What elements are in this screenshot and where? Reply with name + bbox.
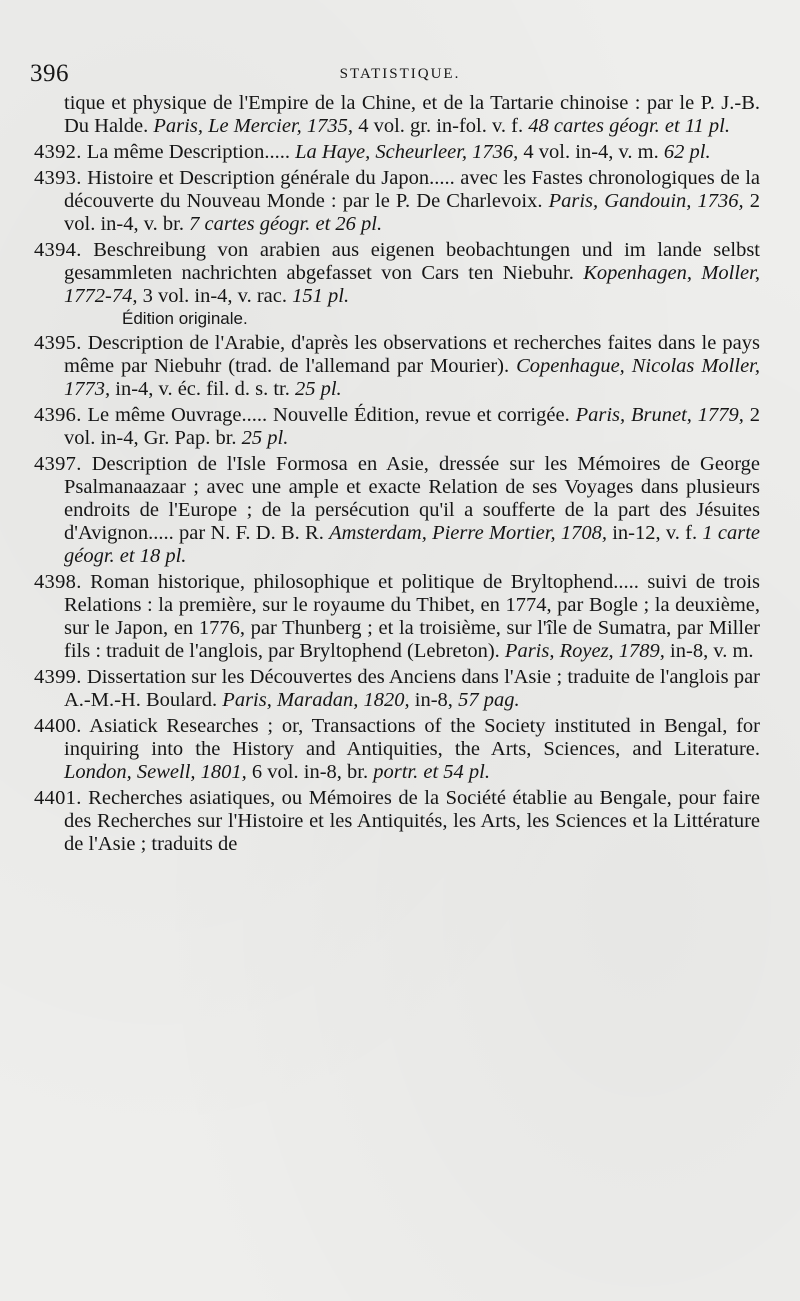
entry-number: 4399. bbox=[34, 666, 82, 688]
entry-number: 4392. bbox=[34, 141, 82, 163]
entry-text: Beschreibung von arabien aus eigenen beobachtungen und im lande selbst gesammleten nachrichten abgefasset von Cars ten Niebuhr. bbox=[64, 239, 760, 284]
entry-imprint: London, Sewell, 1801, bbox=[64, 761, 252, 783]
entry-format: 3 vol. in-4, v. rac. bbox=[142, 285, 293, 307]
entry-illustrations: 25 pl. bbox=[241, 427, 289, 449]
entry-text: Histoire et Description générale du Japon..... avec les Fastes chronologiques de la découverte du Nouveau Monde : par le P. De Charlevoix. bbox=[64, 167, 761, 212]
catalogue-entry-4397 bbox=[34, 453, 761, 568]
entry-imprint: La Haye, Scheurleer, 1736, bbox=[295, 141, 524, 163]
entry-illustrations: 48 cartes géogr. et 11 pl. bbox=[528, 115, 730, 137]
entry-imprint: Amsterdam, Pierre Mortier, 1708, bbox=[329, 522, 613, 544]
entry-text: Roman historique, philosophique et politique de Bryltophend..... suivi de trois Relations : la première, sur le royaume du Thibet, en 1774, par Bogle ; la deuxième, sur le Japon, en 1776, par Thunberg ; et la troisième, sur l'île de Sumatra, par Miller fils : traduit de l'anglois, par Bryltophend (Lebreton). bbox=[64, 571, 760, 662]
catalogue-entry-4399 bbox=[34, 666, 761, 712]
entry-imprint: Kopenhagen, Moller, 1772-74, bbox=[64, 262, 760, 307]
entry-imprint: Copenhague, Nicolas Moller, 1773, bbox=[64, 355, 761, 400]
entry-number: 4397. bbox=[34, 453, 82, 475]
page-number: 396 bbox=[30, 60, 69, 87]
entry-text: Asiatick Researches ; or, Transactions of the Society instituted in Bengal, for inquiring into the History and Antiquities, the Arts, Sciences, and Literature. bbox=[64, 715, 761, 760]
catalogue-entries bbox=[34, 92, 761, 859]
section-title: STATISTIQUE. bbox=[339, 66, 461, 82]
entry-format: in-12, v. f. bbox=[612, 522, 703, 544]
entry-text: tique et physique de l'Empire de la Chine, et de la Tartarie chinoise : par le P. J.-B. Du Halde. bbox=[64, 92, 760, 137]
catalogue-entry-4392 bbox=[34, 141, 760, 164]
running-head bbox=[0, 56, 800, 92]
entry-note: Édition originale. bbox=[122, 309, 248, 328]
entry-imprint: Paris, Royez, 1789, bbox=[504, 640, 671, 662]
entry-format: in-8, bbox=[414, 689, 459, 711]
entry-illustrations: 7 cartes géogr. et 26 pl. bbox=[189, 213, 383, 235]
entry-text: Dissertation sur les Découvertes des Anciens dans l'Asie ; traduite de l'anglois par A.-M.-H. Boulard. bbox=[64, 666, 761, 711]
entry-imprint: Paris, Brunet, 1779, bbox=[575, 404, 750, 426]
entry-format: 6 vol. in-8, br. bbox=[251, 761, 374, 783]
catalogue-entry-4398 bbox=[34, 571, 760, 663]
catalogue-entry-4400 bbox=[34, 715, 761, 784]
entry-number: 4393. bbox=[34, 167, 82, 189]
entry-illustrations: 1 carte géogr. et 18 pl. bbox=[64, 522, 760, 567]
entry-illustrations: 57 pag. bbox=[458, 689, 520, 711]
catalogue-entry-4393 bbox=[34, 167, 761, 236]
entry-text: Description de l'Isle Formosa en Asie, dressée sur les Mémoires de George Psalmanaazaar ; avec une ample et exacte Relation de ses Voyages dans plusieurs endroits de l'Europe ; de la persécution qu'il a soufferte de la part des Jésuites d'Avignon..... par N. F. D. B. R. bbox=[64, 453, 761, 544]
entry-text: Description de l'Arabie, d'après les observations et recherches faites dans le pays même par Niebuhr (trad. de l'allemand par Mourier). bbox=[64, 332, 760, 377]
entry-number: 4394. bbox=[34, 239, 82, 261]
entry-number: 4396. bbox=[34, 404, 82, 426]
entry-format: 2 vol. in-4, Gr. Pap. br. bbox=[64, 404, 761, 449]
entry-illustrations: 25 pl. bbox=[294, 378, 342, 400]
entry-imprint: Paris, Maradan, 1820, bbox=[222, 689, 415, 711]
catalogue-entry-4394 bbox=[34, 239, 760, 329]
entry-format: in-4, v. éc. fil. d. s. tr. bbox=[115, 378, 295, 400]
entry-format: in-8, v. m. bbox=[670, 640, 754, 662]
entry-illustrations: 151 pl. bbox=[292, 285, 350, 307]
entry-illustrations: 62 pl. bbox=[663, 141, 711, 163]
entry-illustrations: portr. et 54 pl. bbox=[373, 761, 490, 783]
catalogue-entry-4401 bbox=[34, 787, 761, 856]
entry-text: La même Description..... bbox=[86, 141, 296, 163]
entry-number: 4398. bbox=[34, 571, 82, 593]
entry-imprint: Paris, Le Mercier, 1735, bbox=[153, 115, 359, 137]
entry-text: Le même Ouvrage..... Nouvelle Édition, revue et corrigée. bbox=[87, 404, 576, 426]
entry-number: 4400. bbox=[34, 715, 82, 737]
entry-format: 4 vol. in-4, v. m. bbox=[523, 141, 664, 163]
continued-entry bbox=[60, 92, 760, 138]
catalogue-entry-4396 bbox=[34, 404, 761, 450]
entry-format: 4 vol. gr. in-fol. v. f. bbox=[358, 115, 529, 137]
entry-format: 2 vol. in-4, v. br. bbox=[64, 190, 760, 235]
entry-imprint: Paris, Gandouin, 1736, bbox=[548, 190, 750, 212]
entry-text: Recherches asiatiques, ou Mémoires de la Société établie au Bengale, pour faire des Recherches sur l'Histoire et les Antiquités, les Arts, les Sciences et la Littérature de l'Asie ; traduits de bbox=[64, 787, 761, 855]
entry-number: 4395. bbox=[34, 332, 82, 354]
catalogue-entry-4395 bbox=[34, 332, 761, 401]
entry-number: 4401. bbox=[34, 787, 82, 809]
